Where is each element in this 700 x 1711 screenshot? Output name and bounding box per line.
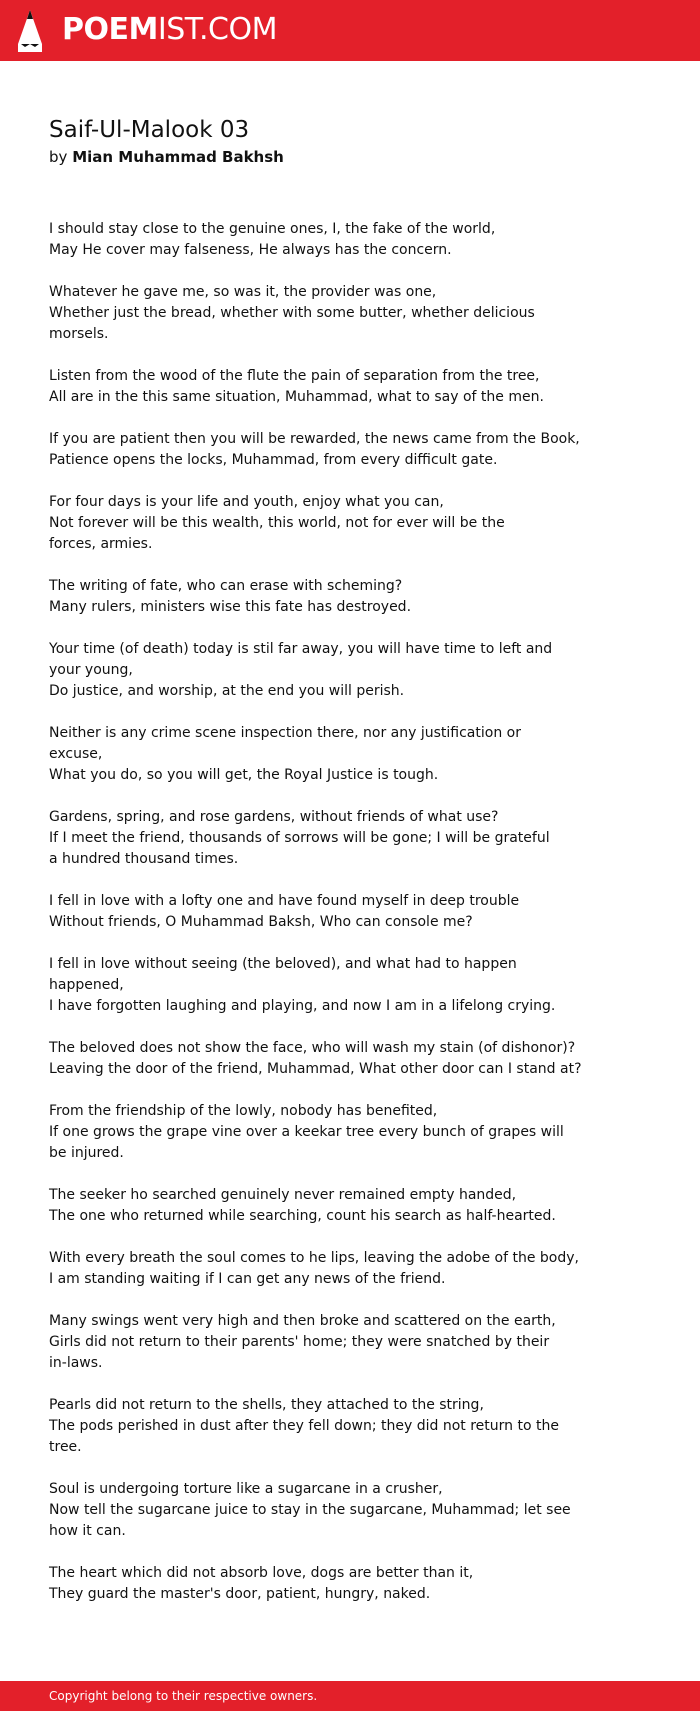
- poem-body: [49, 219, 609, 1626]
- brand-name-rest: IST.COM: [157, 12, 277, 47]
- poem-title: Saif-Ul-Malook 03: [49, 117, 250, 143]
- poem-stanza: [49, 1038, 609, 1080]
- poem-line: Leaving the door of the friend, Muhammad, What other door can I stand at?: [49, 1061, 582, 1077]
- poem-line: If I meet the friend, thousands of sorrows will be gone; I will be grateful: [49, 830, 550, 846]
- poem-stanza: [49, 807, 609, 870]
- poem-line: how it can.: [49, 1523, 126, 1539]
- poem-line: If one grows the grape vine over a keekar tree every bunch of grapes will: [49, 1124, 564, 1140]
- poem-line: Whether just the bread, whether with some butter, whether delicious: [49, 305, 535, 321]
- poem-line: be injured.: [49, 1145, 124, 1161]
- poem-line: Now tell the sugarcane juice to stay in the sugarcane, Muhammad; let see: [49, 1502, 571, 1518]
- poem-stanza: [49, 954, 609, 1017]
- poem-line: What you do, so you will get, the Royal Justice is tough.: [49, 767, 439, 783]
- poem-line: tree.: [49, 1439, 82, 1455]
- poem-line: morsels.: [49, 326, 109, 342]
- poem-line: The writing of fate, who can erase with scheming?: [49, 578, 403, 594]
- poem-line: With every breath the soul comes to he lips, leaving the adobe of the body,: [49, 1250, 579, 1266]
- poem-stanza: [49, 639, 609, 702]
- poem-line: Patience opens the locks, Muhammad, from every difficult gate.: [49, 452, 498, 468]
- poem-line: I fell in love without seeing (the beloved), and what had to happen: [49, 956, 517, 972]
- poem-line: Gardens, spring, and rose gardens, without friends of what use?: [49, 809, 499, 825]
- poem-stanza: [49, 1395, 609, 1458]
- poem-line: Soul is undergoing torture like a sugarcane in a crusher,: [49, 1481, 443, 1497]
- poem-stanza: [49, 1101, 609, 1164]
- poem-line: I should stay close to the genuine ones, I, the fake of the world,: [49, 221, 496, 237]
- poem-stanza: [49, 576, 609, 618]
- brand-name-bold: POEM: [62, 12, 158, 47]
- poem-line: I have forgotten laughing and playing, and now I am in a lifelong crying.: [49, 998, 556, 1014]
- poem-line: The beloved does not show the face, who will wash my stain (of dishonor)?: [49, 1040, 576, 1056]
- poem-line: Do justice, and worship, at the end you will perish.: [49, 683, 405, 699]
- poem-line: I am standing waiting if I can get any news of the friend.: [49, 1271, 446, 1287]
- poem-stanza: [49, 723, 609, 786]
- poem-line: The pods perished in dust after they fell down; they did not return to the: [49, 1418, 559, 1434]
- poem-stanza: [49, 492, 609, 555]
- poem-line: excuse,: [49, 746, 103, 762]
- poem-stanza: [49, 1479, 609, 1542]
- author-name: Mian Muhammad Bakhsh: [72, 148, 284, 166]
- poem-stanza: [49, 1185, 609, 1227]
- poem-line: For four days is your life and youth, enjoy what you can,: [49, 494, 444, 510]
- poem-stanza: [49, 282, 609, 345]
- poem-line: Whatever he gave me, so was it, the provider was one,: [49, 284, 437, 300]
- site-header: [0, 0, 700, 61]
- brand-logo[interactable]: [62, 12, 277, 48]
- poem-line: forces, armies.: [49, 536, 153, 552]
- poem-line: happened,: [49, 977, 124, 993]
- poem-line: The heart which did not absorb love, dogs are better than it,: [49, 1565, 474, 1581]
- byline-prefix: by: [49, 148, 68, 166]
- poem-line: The seeker ho searched genuinely never remained empty handed,: [49, 1187, 517, 1203]
- poem-line: Not forever will be this wealth, this world, not for ever will be the: [49, 515, 505, 531]
- poem-line: If you are patient then you will be rewarded, the news came from the Book,: [49, 431, 580, 447]
- poem-line: Without friends, O Muhammad Baksh, Who can console me?: [49, 914, 473, 930]
- byline: [49, 146, 284, 168]
- poem-line: The one who returned while searching, count his search as half-hearted.: [49, 1208, 556, 1224]
- poem-stanza: [49, 891, 609, 933]
- poem-line: your young,: [49, 662, 133, 678]
- poem-line: Many swings went very high and then broke and scattered on the earth,: [49, 1313, 556, 1329]
- poem-stanza: [49, 219, 609, 261]
- poem-line: Listen from the wood of the flute the pain of separation from the tree,: [49, 368, 540, 384]
- poem-line: May He cover may falseness, He always has the concern.: [49, 242, 452, 258]
- site-footer: [0, 1681, 700, 1711]
- poem-line: They guard the master's door, patient, hungry, naked.: [49, 1586, 431, 1602]
- poem-line: Girls did not return to their parents' home; they were snatched by their: [49, 1334, 550, 1350]
- poem-stanza: [49, 1311, 609, 1374]
- poem-stanza: [49, 1563, 609, 1605]
- poem-stanza: [49, 1248, 609, 1290]
- copyright-notice: Copyright belong to their respective owners.: [49, 1689, 318, 1703]
- poem-stanza: [49, 366, 609, 408]
- poem-line: Neither is any crime scene inspection there, nor any justification or: [49, 725, 521, 741]
- poem-line: a hundred thousand times.: [49, 851, 239, 867]
- poem-line: Pearls did not return to the shells, they attached to the string,: [49, 1397, 484, 1413]
- pencil-tip-icon[interactable]: [18, 10, 42, 52]
- poem-line: From the friendship of the lowly, nobody has benefited,: [49, 1103, 438, 1119]
- poem-line: Many rulers, ministers wise this fate has destroyed.: [49, 599, 412, 615]
- poem-line: Your time (of death) today is stil far away, you will have time to left and: [49, 641, 553, 657]
- poem-line: All are in the this same situation, Muhammad, what to say of the men.: [49, 389, 544, 405]
- poem-line: in-laws.: [49, 1355, 103, 1371]
- poem-stanza: [49, 429, 609, 471]
- poem-line: I fell in love with a lofty one and have found myself in deep trouble: [49, 893, 520, 909]
